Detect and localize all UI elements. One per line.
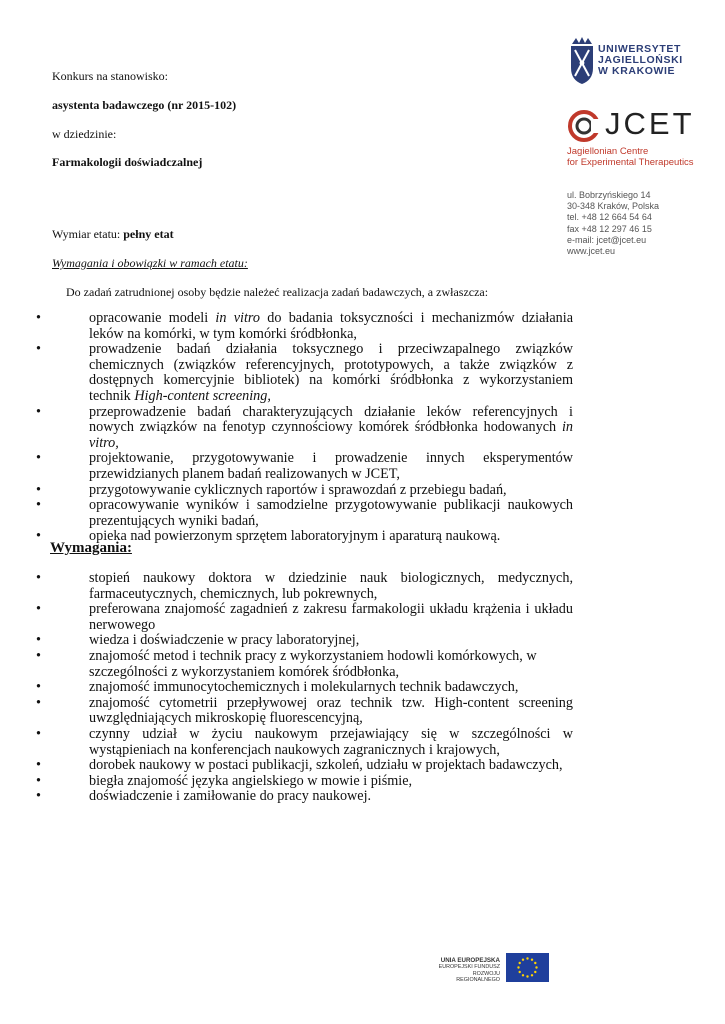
- eu-star-icon: [522, 974, 524, 976]
- eu-fund-text: [432, 958, 500, 984]
- list-item: [36, 528, 573, 545]
- uj-crest-icon: [571, 37, 593, 84]
- list-item: [36, 772, 573, 790]
- task-1-text-b: in vitro: [215, 310, 260, 326]
- eu-line-3: ROZWOJU REGIONALNEGO: [456, 970, 500, 984]
- workload-label: Wymiar etatu:: [52, 227, 124, 241]
- eu-star-icon: [531, 959, 533, 961]
- eu-star-icon: [534, 962, 536, 964]
- bullet: •: [36, 403, 41, 420]
- bullet: •: [36, 725, 41, 742]
- jcet-subtitle: [567, 146, 694, 168]
- list-item: [36, 481, 573, 499]
- bullet: •: [36, 497, 41, 514]
- requirement-text: doświadczenie i zamiłowanie do pracy naukowej.: [89, 788, 372, 805]
- task-3-text-b: in vitro,: [89, 419, 573, 451]
- bullet: •: [36, 601, 41, 618]
- bullet: •: [36, 450, 41, 467]
- requirement-text: czynny udział w życiu naukowym przejawiający się w szczególności w wystąpieniach na konferencjach naukowych zagranicznych i krajowych,: [89, 725, 573, 758]
- bullet: •: [36, 310, 41, 326]
- list-item: [36, 725, 573, 758]
- bullet: •: [36, 341, 41, 358]
- address-fax: fax +48 12 297 46 15: [567, 223, 652, 234]
- address-email: e-mail: jcet@jcet.eu: [567, 234, 647, 245]
- task-5-text: przygotowywanie cyklicznych raportów i sprawozdań z przebiegu badań,: [89, 481, 507, 498]
- duties-heading: Wymagania i obowiązki w ramach etatu:: [52, 256, 248, 270]
- bullet: •: [36, 570, 41, 586]
- task-1-text-c: do badania toksyczności i mechanizmów działania leków na komórki, w tym komórki śródbłonka,: [89, 310, 573, 342]
- list-item: [36, 788, 573, 805]
- address-street: ul. Bobrzyńskiego 14: [567, 190, 651, 200]
- requirement-text: preferowana znajomość zagadnień z zakresu farmakologii układu krążenia i układu nerwowego: [89, 601, 573, 633]
- list-item: [36, 647, 573, 680]
- competition-label: Konkurs na stanowisko:: [52, 69, 168, 83]
- uj-line-1: UNIWERSYTET: [598, 43, 682, 55]
- list-item: [36, 310, 573, 342]
- list-item: [36, 679, 573, 696]
- eu-star-icon: [519, 971, 521, 973]
- bullet: •: [36, 757, 41, 774]
- bullet: •: [36, 694, 41, 711]
- eu-star-icon: [534, 971, 536, 973]
- jcet-subtitle-line-1: Jagiellonian Centre: [567, 146, 649, 157]
- list-item: [36, 450, 573, 482]
- uj-wordmark: [598, 44, 683, 77]
- eu-star-icon: [519, 962, 521, 964]
- requirement-text: biegła znajomość języka angielskiego w mowie i piśmie,: [89, 772, 413, 789]
- eu-star-icon: [526, 975, 528, 977]
- list-item: [36, 403, 573, 452]
- list-item: [36, 694, 573, 727]
- eu-star-icon: [517, 966, 519, 968]
- bullet: •: [36, 679, 41, 696]
- requirements-heading: Wymagania:: [50, 540, 132, 556]
- task-6-text: opracowywanie wyników i samodzielne przygotowywanie publikacji naukowych prezentujących wyniki badań,: [89, 497, 573, 529]
- requirement-text: dorobek naukowy w postaci publikacji, szkoleń, udziału w projektach badawczych,: [89, 757, 563, 774]
- task-1-text-a: opracowanie modeli: [89, 310, 216, 326]
- list-item: [36, 497, 573, 529]
- requirement-text: stopień naukowy doktora w dziedzinie nauk biologicznych, medycznych, farmaceutycznych, chemicznych, lub pokrewnych,: [89, 570, 573, 602]
- uj-line-3: W KRAKOWIE: [598, 65, 676, 77]
- contact-address: [567, 190, 659, 257]
- duties-intro: Do zadań zatrudnionej osoby będzie należeć realizacja zadań badawczych, a zwłaszcza:: [66, 285, 489, 299]
- requirement-text: znajomość metod i technik pracy z wykorzystaniem hodowli komórkowych, w szczególności z wykorzystaniem komórek śródbłonka,: [89, 647, 537, 680]
- jcet-wordmark: JCET: [605, 106, 695, 141]
- position-title: asystenta badawczego (nr 2015-102): [52, 98, 237, 112]
- eu-star-icon: [535, 966, 537, 968]
- bullet: •: [36, 528, 41, 545]
- requirement-text: znajomość cytometrii przepływowej oraz technik tzw. High-content screening uwzględniających mikroskopię fluorescencyjną,: [89, 694, 573, 727]
- address-phone: tel. +48 12 664 54 64: [567, 212, 652, 223]
- eu-star-icon: [522, 959, 524, 961]
- bullet: •: [36, 788, 41, 805]
- workload-value: pełny etat: [123, 227, 174, 241]
- requirement-text: znajomość immunocytochemicznych i molekularnych technik badawczych,: [89, 679, 519, 696]
- address-website: www.jcet.eu: [567, 246, 616, 257]
- eu-flag-icon: [506, 953, 549, 982]
- jcet-subtitle-line-2: for Experimental Therapeutics: [567, 157, 694, 168]
- bullet: •: [36, 632, 41, 649]
- requirement-text: wiedza i doświadczenie w pracy laboratoryjnej,: [89, 632, 360, 649]
- workload-line: [52, 227, 174, 242]
- list-item: [36, 570, 573, 602]
- bullet: •: [36, 647, 41, 664]
- list-item: [36, 601, 573, 633]
- task-7-text: opieka nad powierzonym sprzętem laboratoryjnym i aparaturą naukową.: [89, 528, 501, 545]
- address-city: 30-348 Kraków, Polska: [567, 201, 660, 212]
- list-item: [36, 341, 573, 404]
- task-4-text: projektowanie, przygotowywanie i prowadzenie innych eksperymentów przewidzianych planem badań realizowanych w JCET,: [89, 450, 573, 482]
- field-name: Farmakologii doświadczalnej: [52, 155, 203, 169]
- list-item: [36, 757, 573, 774]
- task-2-text-a: prowadzenie badań działania toksycznego i przeciwzapalnego związków chemicznych (związków referencyjnych, prototypowych, a także związków z dostępnych komercyjnie bibliotek) na komórki śródbłonka z wykorzystaniem technik: [89, 341, 573, 404]
- uj-line-2: JAGIELLOŃSKI: [598, 54, 683, 66]
- bullet: •: [36, 772, 41, 789]
- tasks-list: [36, 310, 573, 545]
- field-label: w dziedzinie:: [52, 127, 117, 141]
- list-item: [36, 632, 573, 649]
- eu-line-1: UNIA EUROPEJSKA: [440, 957, 500, 964]
- task-2-text-b: High-content screening,: [134, 387, 271, 404]
- requirements-list: [36, 570, 573, 805]
- eu-star-icon: [526, 957, 528, 959]
- eu-star-icon: [531, 974, 533, 976]
- bullet: •: [36, 481, 41, 498]
- task-3-text-a: przeprowadzenie badań charakteryzujących działanie leków referencyjnych i nowych związków na fenotyp czynnościowy komórek śródbłonka hodowanych: [89, 403, 573, 436]
- eu-line-2: EUROPEJSKI FUNDUSZ: [438, 964, 500, 971]
